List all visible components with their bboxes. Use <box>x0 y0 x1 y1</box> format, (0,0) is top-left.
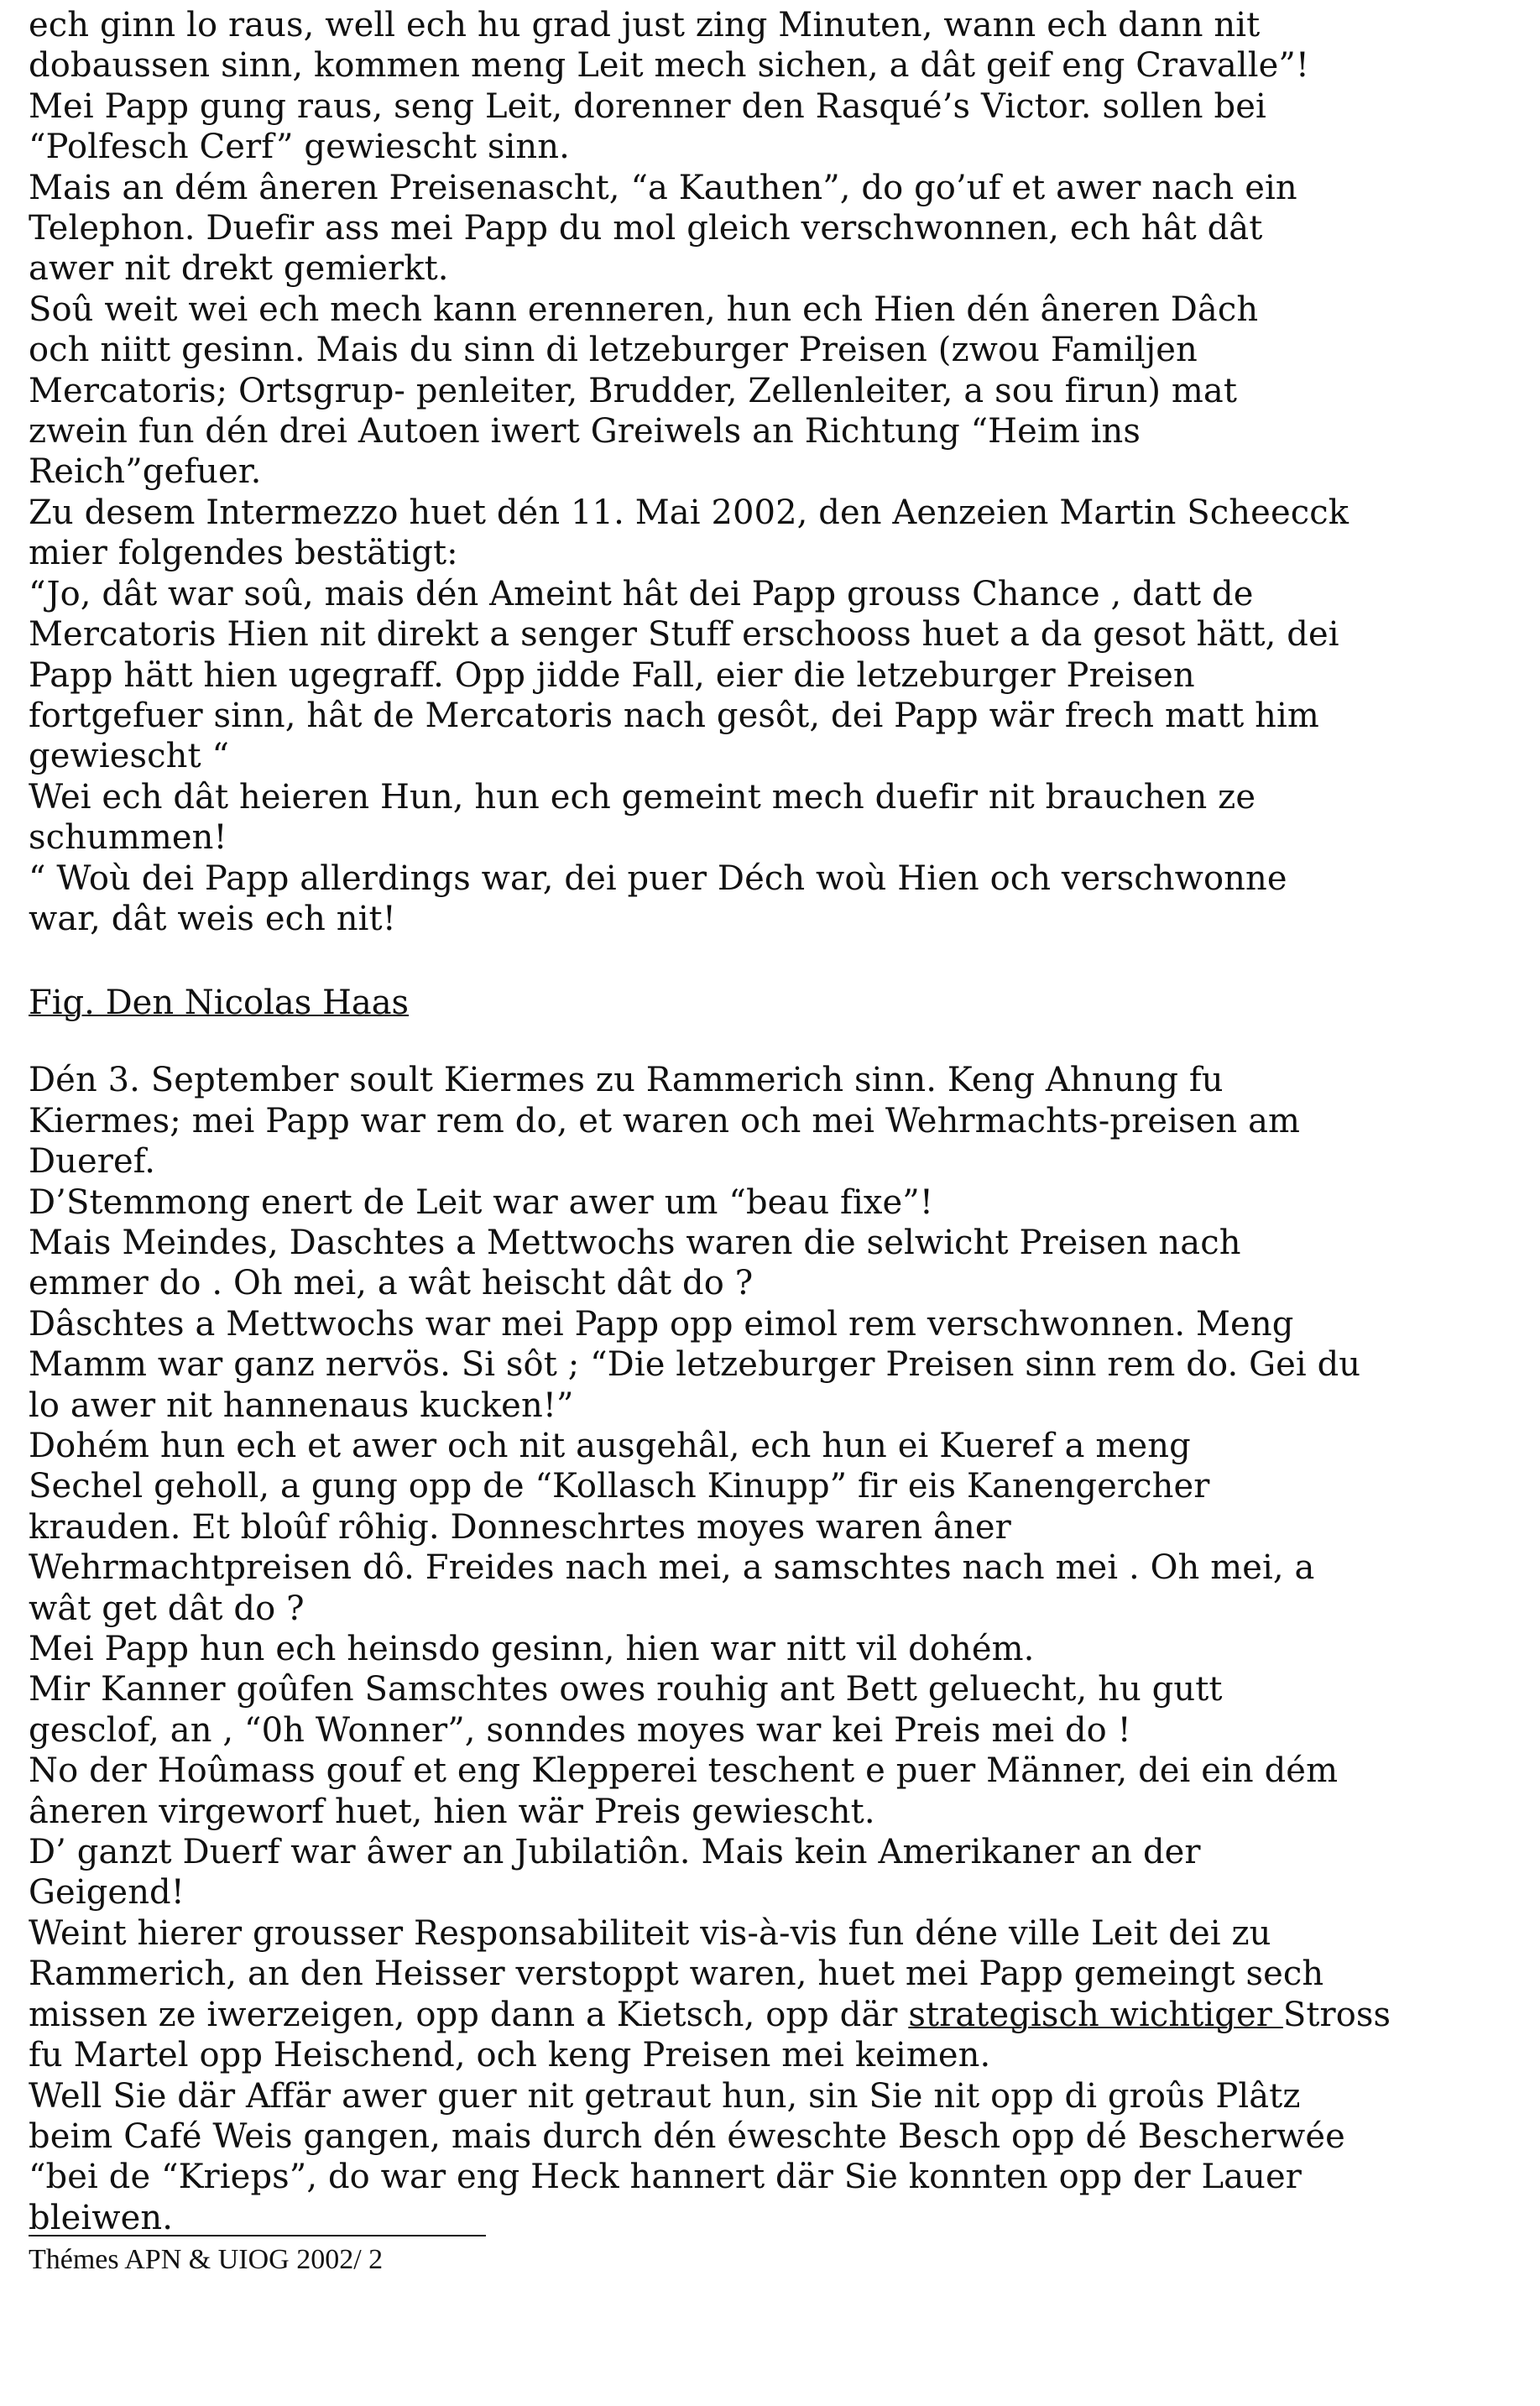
text-line: lo awer nit hannenaus kucken!” <box>29 1386 574 1425</box>
text-line: Kiermes; mei Papp war rem do, et waren och mei Wehrmachts-preisen am <box>29 1101 1301 1140</box>
text-line: Wei ech dât heieren Hun, hun ech gemeint mech duefir nit brauchen ze <box>29 777 1256 817</box>
text-line: Mei Papp hun ech heinsdo gesinn, hien war nitt vil dohém. <box>29 1630 1035 1669</box>
underlined-phrase: strategisch wichtiger <box>908 1995 1283 2034</box>
text-line: “Polfesch Cerf” gewiescht sinn. <box>29 128 570 167</box>
text-line: dobaussen sinn, kommen meng Leit mech sichen, a dât geif eng Cravalle”! <box>29 46 1310 86</box>
text-line: schummen! <box>29 818 227 858</box>
text-line: Dén 3. September soult Kiermes zu Rammerich sinn. Keng Ahnung fu <box>29 1061 1224 1100</box>
text-line: Sechel geholl, a gung opp de “Kollasch Kinupp” fir eis Kanengercher <box>29 1467 1210 1506</box>
text-line: emmer do . Oh mei, a wât heischt dât do ? <box>29 1264 754 1303</box>
text-line: och niitt gesinn. Mais du sinn di letzeburger Preisen (zwou Familjen <box>29 331 1198 370</box>
text-line: awer nit drekt gemierkt. <box>29 249 449 289</box>
text-line <box>29 1995 1485 2035</box>
text-line: âneren virgeworf huet, hien wär Preis gewiescht. <box>29 1792 875 1831</box>
text-line: krauden. Et bloûf rôhig. Donneschrtes moyes waren âner <box>29 1507 1011 1547</box>
text-line: fortgefuer sinn, hât de Mercatoris nach gesôt, dei Papp wär frech matt him <box>29 696 1319 735</box>
paragraph-2 <box>29 1060 1485 1994</box>
text-line: Weint hierer grousser Responsabiliteit vis-à-vis fun déne ville Leit dei zu <box>29 1913 1271 1953</box>
text-line: Papp hätt hien ugegraff. Opp jidde Fall, eier die letzeburger Preisen <box>29 655 1195 695</box>
text-line: Dohém hun ech et awer och nit ausgehâl, ech hun ei Kueref a meng <box>29 1427 1191 1465</box>
underlined-text-suffix: Stross <box>1282 1995 1391 2034</box>
footer-citation: Thémes APN & UIOG 2002/ 2 <box>29 2244 384 2276</box>
text-line: No der Hoûmass gouf et eng Klepperei teschent e puer Männer, dei ein dém <box>29 1751 1339 1791</box>
text-line: Zu desem Intermezzo huet dén 11. Mai 2002, den Aenzeien Martin Scheecck <box>29 493 1349 532</box>
text-line: Mamm war ganz nervös. Si sôt ; “Die letzeburger Preisen sinn rem do. Gei du <box>29 1345 1361 1385</box>
text-line: Mir Kanner goûfen Samschtes owes rouhig ant Bett geluecht, hu gutt <box>29 1670 1223 1709</box>
underlined-text-prefix: missen ze iwerzeigen, opp dann a Kietsch, opp där <box>29 1995 909 2034</box>
text-line: fu Martel opp Heischend, och keng Preisen mei keimen. <box>29 2036 991 2075</box>
text-line: D’Stemmong enert de Leit war awer um “beau fixe”! <box>29 1182 934 1222</box>
text-line: gesclof, an , “0h Wonner”, sonndes moyes war kei Preis mei do ! <box>29 1710 1131 1750</box>
text-line: Mercatoris Hien nit direkt a senger Stuff erschooss huet a da gesot hätt, dei <box>29 615 1339 655</box>
text-line: “Jo, dât war soû, mais dén Ameint hât dei Papp grouss Chance , datt de <box>29 574 1254 613</box>
text-line: Dâschtes a Mettwochs war mei Papp opp eimol rem verschwonnen. Meng <box>29 1304 1294 1344</box>
text-line: “bei de “Krieps”, do war eng Heck hannert där Sie konnten opp der Lauer <box>29 2158 1302 2197</box>
text-line: wât get dât do ? <box>29 1589 305 1628</box>
text-line: Well Sie där Affär awer guer nit getraut hun, sin Sie nit opp di groûs Plâtz <box>29 2076 1301 2116</box>
text-line: Mei Papp gung raus, seng Leit, dorenner den Rasqué’s Victor. sollen bei <box>29 86 1266 126</box>
text-column <box>29 5 1485 2278</box>
figure-caption: Fig. Den Nicolas Haas <box>29 984 410 1023</box>
text-line: war, dât weis ech nit! <box>29 899 396 938</box>
text-line: Mais Meindes, Daschtes a Mettwochs waren die selwicht Preisen nach <box>29 1223 1241 1262</box>
text-line: gewiescht “ <box>29 737 230 776</box>
text-line: Soû weit wei ech mech kann erenneren, hun ech Hien dén âneren Dâch <box>29 290 1259 329</box>
text-line: Reich”gefuer. <box>29 452 262 492</box>
paragraph-1 <box>29 5 1485 939</box>
text-line: mier folgendes bestätigt: <box>29 534 458 573</box>
last-line <box>29 2198 1485 2238</box>
text-line: Geigend! <box>29 1873 185 1913</box>
text-line: Wehrmachtpreisen dô. Freides nach mei, a samschtes nach mei . Oh mei, a <box>29 1548 1315 1588</box>
text-line: D’ ganzt Duerf war âwer an Jubilatiôn. Mais kein Amerikaner an der <box>29 1833 1201 1872</box>
text-line: Mais an dém âneren Preisenascht, “a Kauthen”, do go’uf et awer nach ein <box>29 168 1297 207</box>
text-line: Rammerich, an den Heisser verstoppt waren, huet mei Papp gemeingt sech <box>29 1955 1324 1994</box>
text-line: Telephon. Duefir ass mei Papp du mol gleich verschwonnen, ech hât dât <box>29 209 1263 248</box>
text-line: Mercatoris; Ortsgrup- penleiter, Brudder, Zellenleiter, a sou firun) mat <box>29 371 1238 410</box>
text-line: Dueref. <box>29 1142 156 1182</box>
text-line: beim Café Weis gangen, mais durch dén éweschte Besch opp dé Bescherwée <box>29 2116 1345 2156</box>
text-line: zwein fun dén drei Autoen iwert Greiwels an Richtung “Heim ins <box>29 412 1141 451</box>
paragraph-3 <box>29 2035 1485 2198</box>
text-line: “ Woù dei Papp allerdings war, dei puer Déch woù Hien och verschwonne <box>29 859 1287 898</box>
text-line: ech ginn lo raus, well ech hu grad just zing Minuten, wann ech dann nit <box>29 6 1261 44</box>
last-word: bleiwen. <box>29 2198 174 2237</box>
